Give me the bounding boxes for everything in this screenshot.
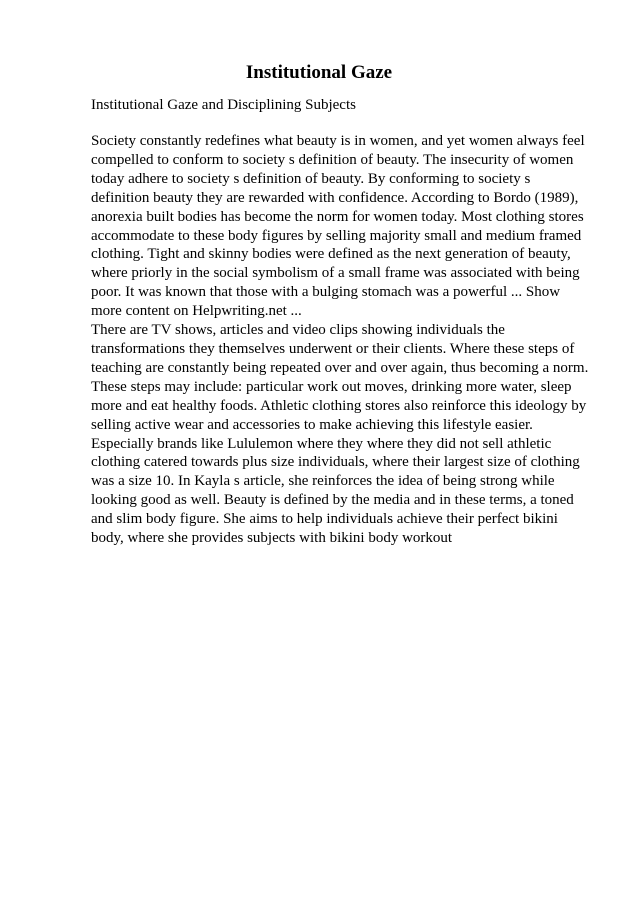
document-subtitle: Institutional Gaze and Disciplining Subjects — [91, 97, 356, 113]
paragraph-1: Society constantly redefines what beauty is in women, and yet women always feel compelled to conform to society s definition of beauty. The insecurity of women today adhere to society s definition of beauty. By conforming to society s definition beauty they are rewarded with confidence. According to Bordo (1989), anorexia built bodies has become the norm for women today. Most clothing stores accommodate to these body figures by selling majority small and medium framed clothing. Tight and skinny bodies were defined as the next generation of beauty, where priorly in the social symbolism of a small frame was associated with being poor. It was known that those with a bulging stomach was a powerful ... Show more content on Helpwriting.net ... — [91, 133, 585, 320]
document-body — [91, 132, 591, 548]
document-title: Institutional Gaze — [245, 62, 393, 83]
paragraph-2: There are TV shows, articles and video clips showing individuals the transformations they themselves underwent or their clients. Where these steps of teaching are constantly being repeated over and over again, thus becoming a norm. These steps may include: particular work out moves, drinking more water, sleep more and eat healthy foods. Athletic clothing stores also reinforce this ideology by selling active wear and accessories to make achieving this lifestyle easier. Especially brands like Lululemon where they where they did not sell athletic clothing catered towards plus size individuals, where their largest size of clothing was a size 10. In Kayla s article, she reinforces the idea of being strong while looking good as well. Beauty is defined by the media and in these terms, a toned and slim body figure. She aims to help individuals achieve their perfect bikini body, where she provides subjects with bikini body workout — [91, 322, 589, 547]
